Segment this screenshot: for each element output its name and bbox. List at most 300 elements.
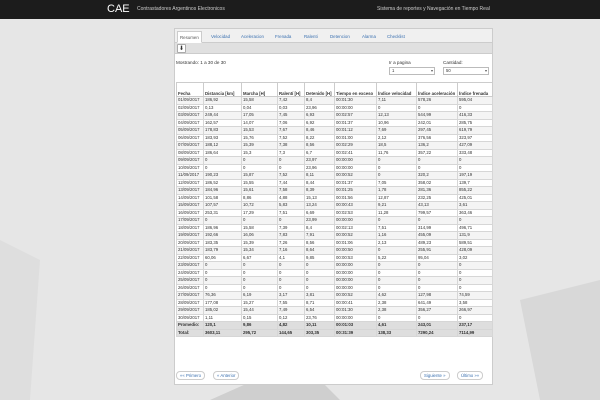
brand-subtitle: Contrastadores Argentinos Electronicos xyxy=(137,6,225,12)
table-cell: 3,81 xyxy=(305,292,335,300)
table-cell: 09/09/2017 xyxy=(177,157,204,165)
table-row xyxy=(177,142,493,150)
table-cell: 18,5 xyxy=(377,142,417,150)
table-cell: 22/09/2017 xyxy=(177,254,204,262)
table-cell: 6,69 xyxy=(305,209,335,217)
table-cell: 7,3 xyxy=(278,149,305,157)
table-cell: 185,02 xyxy=(204,307,242,315)
table-cell: 23,97 xyxy=(305,157,335,165)
table-row xyxy=(177,314,493,322)
column-header[interactable]: Índice frenada xyxy=(458,83,493,97)
table-cell: 9,85 xyxy=(305,254,335,262)
table-cell: 04/09/2017 xyxy=(177,119,204,127)
table-row xyxy=(177,202,493,210)
table-row xyxy=(177,157,493,165)
table-cell: 8,86 xyxy=(242,194,278,202)
table-cell: 0 xyxy=(377,247,417,255)
table-cell: 0 xyxy=(278,269,305,277)
summary-cell: 4,61 xyxy=(377,322,417,330)
table-cell: 0 xyxy=(377,172,417,180)
goto-page-select[interactable] xyxy=(389,67,435,75)
table-row xyxy=(177,247,493,255)
table-cell: 0 xyxy=(305,262,335,270)
summary-cell: 120,1 xyxy=(204,322,242,330)
table-cell: 74,59 xyxy=(458,292,493,300)
table-cell: 06/09/2017 xyxy=(177,134,204,142)
table-cell: 0 xyxy=(458,277,493,285)
table-cell: 21/09/2017 xyxy=(177,247,204,255)
table-cell: 8,11 xyxy=(305,172,335,180)
table-cell: 7,67 xyxy=(278,127,305,135)
table-cell: 192,66 xyxy=(204,232,242,240)
table-cell: 0 xyxy=(305,269,335,277)
table-cell: 0 xyxy=(458,262,493,270)
table-cell: 314,99 xyxy=(417,224,458,232)
table-cell: 0,04 xyxy=(242,104,278,112)
table-cell: 0 xyxy=(377,217,417,225)
table-cell: 0 xyxy=(417,104,458,112)
table-cell: 00:01:00 xyxy=(335,134,377,142)
table-row xyxy=(177,224,493,232)
page-size-label: Cantidad: xyxy=(443,60,463,65)
table-cell: 26/09/2017 xyxy=(177,284,204,292)
table-cell: 190,23 xyxy=(204,172,242,180)
table-cell: 0 xyxy=(242,277,278,285)
table-cell: 00:00:52 xyxy=(335,292,377,300)
table-cell: 0 xyxy=(377,284,417,292)
table-cell: 0 xyxy=(417,277,458,285)
table-cell: 17/09/2017 xyxy=(177,217,204,225)
table-cell: 15/09/2017 xyxy=(177,202,204,210)
table-cell: 8,64 xyxy=(305,247,335,255)
table-cell: 7,69 xyxy=(377,127,417,135)
column-header[interactable]: Índice velocidad xyxy=(377,83,417,97)
table-cell: 7,39 xyxy=(278,224,305,232)
tab-detencion[interactable]: Detencion xyxy=(330,34,350,39)
table-cell: 7,42 xyxy=(278,97,305,105)
table-cell: 323,97 xyxy=(458,134,493,142)
table-cell: 7,83 xyxy=(278,232,305,240)
table-cell: 7,45 xyxy=(278,112,305,120)
table-cell: 3,17 xyxy=(278,292,305,300)
table-cell: 6,54 xyxy=(305,307,335,315)
table-cell: 6,67 xyxy=(242,254,278,262)
table-cell: 7,26 xyxy=(278,239,305,247)
table-cell: 162,57 xyxy=(204,119,242,127)
table-row xyxy=(177,254,493,262)
page-size-value: 50 xyxy=(446,68,451,73)
table-cell: 00:00:00 xyxy=(335,314,377,322)
table-cell: 356,27 xyxy=(417,307,458,315)
table-cell: 183,79 xyxy=(204,247,242,255)
table-cell: 188,12 xyxy=(204,142,242,150)
table-cell: 184,96 xyxy=(204,187,242,195)
table-cell: 8,4 xyxy=(305,224,335,232)
table-cell: 23,99 xyxy=(305,217,335,225)
table-cell: 0 xyxy=(417,217,458,225)
table-cell: 6,93 xyxy=(305,112,335,120)
table-cell: 0 xyxy=(204,262,242,270)
table-row xyxy=(177,97,493,105)
table-cell: 29/09/2017 xyxy=(177,307,204,315)
table-cell: 02/09/2017 xyxy=(177,104,204,112)
showing-count: Mostrando: 1 a 30 de 30 xyxy=(176,60,226,65)
column-header[interactable]: Tiempo en exceso xyxy=(335,83,377,97)
table-cell: 0 xyxy=(458,164,493,172)
column-header[interactable]: Fecha xyxy=(177,83,204,97)
table-cell: 3,61 xyxy=(458,202,493,210)
table-row xyxy=(177,262,493,270)
summary-cell: 00:31:39 xyxy=(335,329,377,337)
table-cell: 0 xyxy=(204,157,242,165)
table-cell: 7,16 xyxy=(278,247,305,255)
table-cell: 2,12 xyxy=(377,134,417,142)
summary-cell: 144,65 xyxy=(278,329,305,337)
table-cell: 641,49 xyxy=(417,299,458,307)
column-header[interactable]: Ralentí [H] xyxy=(278,83,305,97)
table-row xyxy=(177,134,493,142)
goto-page-label: Ir a pagina xyxy=(389,60,411,65)
table-cell: 357,22 xyxy=(417,149,458,157)
column-header[interactable]: Distancia [km] xyxy=(204,83,242,97)
next-page-button[interactable]: Siguiente » xyxy=(420,371,450,380)
goto-page-value: 1 xyxy=(392,68,395,73)
table-cell: 0 xyxy=(242,164,278,172)
table-cell: 24/09/2017 xyxy=(177,269,204,277)
table-cell: 7,06 xyxy=(278,119,305,127)
table-cell: 0 xyxy=(204,284,242,292)
table-cell: 6,19 xyxy=(242,292,278,300)
table-cell: 455,09 xyxy=(417,232,458,240)
table-cell: 2,13 xyxy=(377,239,417,247)
summary-cell: 243,01 xyxy=(417,322,458,330)
table-cell: 15,53 xyxy=(242,127,278,135)
table-cell: 10/09/2017 xyxy=(177,164,204,172)
table-cell: 23,76 xyxy=(305,314,335,322)
table-cell: 7,44 xyxy=(278,179,305,187)
table-cell: 0,13 xyxy=(204,104,242,112)
table-cell: 131,9 xyxy=(458,232,493,240)
table-row xyxy=(177,232,493,240)
table-cell: 578,26 xyxy=(417,97,458,105)
table-cell: 8,39 xyxy=(305,187,335,195)
table-cell: 0 xyxy=(417,314,458,322)
table-row xyxy=(177,209,493,217)
table-cell: 0 xyxy=(305,277,335,285)
table-cell: 15,3 xyxy=(242,149,278,157)
page-size-select[interactable] xyxy=(443,67,489,75)
table-cell: 0 xyxy=(204,277,242,285)
table-row xyxy=(177,284,493,292)
table-cell: 7,05 xyxy=(377,179,417,187)
column-header[interactable]: Detenido [H] xyxy=(305,83,335,97)
table-cell: 5,22 xyxy=(377,254,417,262)
table-cell: 232,25 xyxy=(417,194,458,202)
table-cell: 30/09/2017 xyxy=(177,314,204,322)
tab-bar xyxy=(175,29,492,43)
table-cell: 427,09 xyxy=(458,142,493,150)
table-cell: 00:02:29 xyxy=(335,142,377,150)
table-cell: 43,13 xyxy=(417,202,458,210)
table-cell: 15,61 xyxy=(242,187,278,195)
table-cell: 00:00:00 xyxy=(335,104,377,112)
table-cell: 0 xyxy=(278,217,305,225)
table-cell: 0 xyxy=(377,314,417,322)
table-cell: 15,39 xyxy=(242,142,278,150)
download-icon: ⬇ xyxy=(178,46,185,52)
table-cell: 107,57 xyxy=(204,202,242,210)
table-header-row xyxy=(177,83,493,97)
table-cell: 4,62 xyxy=(377,292,417,300)
table-cell: 08/09/2017 xyxy=(177,149,204,157)
table-cell: 101,58 xyxy=(204,194,242,202)
report-panel xyxy=(174,28,493,385)
table-cell: 619,79 xyxy=(458,127,493,135)
table-cell: 320,2 xyxy=(417,172,458,180)
table-cell: 18/09/2017 xyxy=(177,224,204,232)
table-cell: 00:00:00 xyxy=(335,262,377,270)
chevron-down-icon: ▾ xyxy=(484,68,487,73)
table-row xyxy=(177,292,493,300)
table-cell: 183,93 xyxy=(204,134,242,142)
table-cell: 15,58 xyxy=(242,97,278,105)
table-cell: 15,13 xyxy=(305,194,335,202)
table-cell: 60,06 xyxy=(204,254,242,262)
table-row xyxy=(177,217,493,225)
table-cell: 0 xyxy=(278,164,305,172)
summary-cell: 9,86 xyxy=(242,322,278,330)
table-cell: 0 xyxy=(242,217,278,225)
table-cell: 0 xyxy=(458,157,493,165)
table-cell: 8,56 xyxy=(305,239,335,247)
table-cell: 12/09/2017 xyxy=(177,179,204,187)
tab-aceleracion[interactable]: Aceleracion xyxy=(241,34,264,39)
table-cell: 11/09/2017 xyxy=(177,172,204,180)
table-cell: 4,88 xyxy=(278,194,305,202)
table-row xyxy=(177,179,493,187)
summary-cell: 10,11 xyxy=(305,322,335,330)
table-cell: 177,08 xyxy=(204,299,242,307)
table-cell: 10,96 xyxy=(377,119,417,127)
table-cell: 0 xyxy=(417,269,458,277)
table-cell: 358,02 xyxy=(417,179,458,187)
table-cell: 7,52 xyxy=(278,172,305,180)
table-cell: 0 xyxy=(417,164,458,172)
table-cell: 17,29 xyxy=(242,209,278,217)
column-header[interactable]: Índice aceleración xyxy=(417,83,458,97)
table-cell: 496,71 xyxy=(458,224,493,232)
table-cell: 0 xyxy=(377,157,417,165)
table-cell: 7,58 xyxy=(278,187,305,195)
summary-cell: 3603,11 xyxy=(204,329,242,337)
table-cell: 11,76 xyxy=(377,149,417,157)
table-row xyxy=(177,112,493,120)
table-cell: 15,44 xyxy=(242,307,278,315)
table-row xyxy=(177,127,493,135)
table-cell: 8,56 xyxy=(305,142,335,150)
table-cell: 197,19 xyxy=(458,172,493,180)
column-header[interactable]: Marcha [H] xyxy=(242,83,278,97)
tab-ralenti[interactable]: Ralenti xyxy=(304,34,318,39)
table-cell: 8,46 xyxy=(305,127,335,135)
table-cell: 281,36 xyxy=(417,187,458,195)
table-cell: 255,91 xyxy=(417,247,458,255)
table-cell: 253,31 xyxy=(204,209,242,217)
table-cell: 0 xyxy=(458,284,493,292)
table-cell: 00:00:50 xyxy=(335,247,377,255)
summary-cell: 4,82 xyxy=(278,322,305,330)
summary-cell: 303,35 xyxy=(305,329,335,337)
table-cell: 03/09/2017 xyxy=(177,112,204,120)
table-cell: 23,96 xyxy=(305,164,335,172)
prev-page-button[interactable]: « Anterior xyxy=(213,371,239,380)
table-cell: 05/09/2017 xyxy=(177,127,204,135)
table-row xyxy=(177,104,493,112)
table-row xyxy=(177,307,493,315)
table-cell: 186,96 xyxy=(204,224,242,232)
tab-velocidad[interactable]: Velocidad xyxy=(211,34,231,39)
table-cell: 07/09/2017 xyxy=(177,142,204,150)
table-cell: 139,7 xyxy=(458,179,493,187)
table-cell: 0 xyxy=(242,269,278,277)
table-cell: 7,55 xyxy=(278,299,305,307)
table-row xyxy=(177,164,493,172)
table-row xyxy=(177,119,493,127)
table-cell: 0 xyxy=(278,277,305,285)
table-cell: 7,91 xyxy=(305,232,335,240)
download-button[interactable] xyxy=(177,44,186,53)
table-cell: 855,22 xyxy=(458,187,493,195)
summary-cell: 138,33 xyxy=(377,329,417,337)
table-cell: 0 xyxy=(242,284,278,292)
table-cell: 0 xyxy=(458,314,493,322)
table-cell: 0 xyxy=(278,157,305,165)
table-cell: 28/09/2017 xyxy=(177,299,204,307)
top-navbar xyxy=(0,0,600,19)
table-cell: 183,35 xyxy=(204,239,242,247)
table-cell: 0 xyxy=(377,277,417,285)
table-cell: 27/09/2017 xyxy=(177,292,204,300)
table-cell: 00:00:00 xyxy=(335,157,377,165)
table-cell: 15,34 xyxy=(242,247,278,255)
last-page-button[interactable]: Último »» xyxy=(457,371,483,380)
toolbar xyxy=(175,43,492,54)
table-cell: 00:01:06 xyxy=(335,239,377,247)
table-cell: 14,07 xyxy=(242,119,278,127)
table-cell: 0 xyxy=(377,269,417,277)
tab-frenada[interactable]: Frenada xyxy=(275,34,292,39)
table-cell: 0 xyxy=(417,262,458,270)
table-cell: 0 xyxy=(377,262,417,270)
table-row xyxy=(177,149,493,157)
tab-resumen[interactable]: Resumen xyxy=(177,31,202,43)
table-cell: 16/09/2017 xyxy=(177,209,204,217)
table-cell: 13,24 xyxy=(305,202,335,210)
table-cell: 0 xyxy=(278,262,305,270)
table-cell: 12,13 xyxy=(377,112,417,120)
table-cell: 136,2 xyxy=(417,142,458,150)
table-cell: 333,48 xyxy=(458,149,493,157)
system-title: Sistema de reportes y Navegación en Tiempo Real xyxy=(377,6,490,12)
table-cell: 11,28 xyxy=(377,209,417,217)
summary-cell: 237,17 xyxy=(458,322,493,330)
table-cell: 15,87 xyxy=(242,172,278,180)
table-cell: 15,39 xyxy=(242,239,278,247)
table-cell: 95,04 xyxy=(417,254,458,262)
table-cell: 0 xyxy=(417,284,458,292)
table-cell: 10,72 xyxy=(242,202,278,210)
table-row xyxy=(177,277,493,285)
table-cell: 7,11 xyxy=(377,97,417,105)
table-row xyxy=(177,239,493,247)
summary-cell: Promedio: xyxy=(177,322,204,330)
table-cell: 00:00:43 xyxy=(335,202,377,210)
table-cell: 15,76 xyxy=(242,134,278,142)
table-cell: 0 xyxy=(305,284,335,292)
table-cell: 0 xyxy=(458,217,493,225)
table-cell: 363,46 xyxy=(458,209,493,217)
table-cell: 1,11 xyxy=(204,314,242,322)
table-cell: 00:02:13 xyxy=(335,224,377,232)
table-cell: 425,01 xyxy=(458,194,493,202)
table-cell: 589,51 xyxy=(458,239,493,247)
tab-checklist[interactable]: Checklist xyxy=(387,34,405,39)
table-cell: 0 xyxy=(417,157,458,165)
table-cell: 416,33 xyxy=(458,112,493,120)
first-page-button[interactable]: «« Primero xyxy=(176,371,205,380)
table-cell: 7,49 xyxy=(278,307,305,315)
table-cell: 7,38 xyxy=(278,142,305,150)
table-cell: 00:00:00 xyxy=(335,284,377,292)
table-cell: 186,92 xyxy=(204,97,242,105)
tab-alarma[interactable]: Alarma xyxy=(362,34,376,39)
table-row xyxy=(177,194,493,202)
table-cell: 0 xyxy=(204,164,242,172)
table-cell: 186,52 xyxy=(204,179,242,187)
summary-cell: 7114,99 xyxy=(458,329,493,337)
table-cell: 7,52 xyxy=(278,134,305,142)
table-cell: 7,51 xyxy=(377,224,417,232)
table-cell: 12,87 xyxy=(377,194,417,202)
table-cell: 00:00:00 xyxy=(335,217,377,225)
table-cell: 2,38 xyxy=(377,299,417,307)
table-cell: 0,03 xyxy=(278,104,305,112)
table-cell: 0 xyxy=(458,104,493,112)
table-cell: 14/09/2017 xyxy=(177,194,204,202)
table-cell: 266,97 xyxy=(458,307,493,315)
summary-cell: 00:01:03 xyxy=(335,322,377,330)
table-cell: 00:01:56 xyxy=(335,194,377,202)
table-cell: 00:00:52 xyxy=(335,172,377,180)
brand-logo-text[interactable]: CAE xyxy=(107,3,130,15)
table-cell: 00:01:37 xyxy=(335,119,377,127)
table-cell: 8,22 xyxy=(305,134,335,142)
table-cell: 249,44 xyxy=(204,112,242,120)
table-cell: 595,04 xyxy=(458,97,493,105)
table-cell: 8,71 xyxy=(305,299,335,307)
table-cell: 1,78 xyxy=(377,187,417,195)
table-cell: 0,15 xyxy=(242,314,278,322)
table-cell: 20/09/2017 xyxy=(177,239,204,247)
table-cell: 00:01:25 xyxy=(335,187,377,195)
table-cell: 00:01:37 xyxy=(335,179,377,187)
table-cell: 00:02:57 xyxy=(335,112,377,120)
table-cell: 00:00:00 xyxy=(335,269,377,277)
table-cell: 23/09/2017 xyxy=(177,262,204,270)
chevron-down-icon: ▾ xyxy=(430,68,433,73)
table-cell: 285,75 xyxy=(458,119,493,127)
table-cell: 00:01:12 xyxy=(335,127,377,135)
